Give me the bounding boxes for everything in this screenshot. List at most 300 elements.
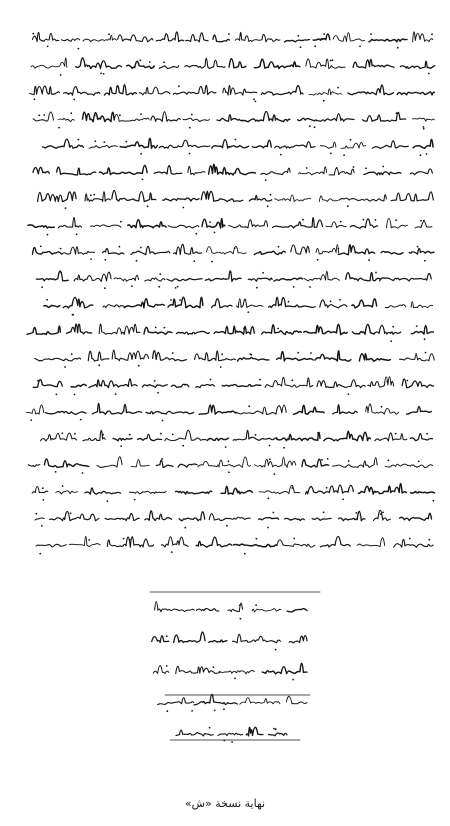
diacritic-dot xyxy=(154,380,156,382)
diacritic-dot xyxy=(100,73,102,75)
diacritic-dot xyxy=(228,471,230,473)
handwritten-word xyxy=(173,85,216,94)
handwritten-word xyxy=(316,244,339,253)
diacritic-dot xyxy=(348,460,350,462)
handwritten-word xyxy=(99,165,147,174)
diacritic-dot xyxy=(239,604,241,606)
diacritic-dot xyxy=(221,353,223,355)
diacritic-dot xyxy=(240,34,242,36)
handwritten-word xyxy=(61,39,79,42)
diacritic-dot xyxy=(396,112,398,114)
handwritten-word xyxy=(262,663,307,673)
diacritic-dot xyxy=(32,33,34,35)
diacritic-dot xyxy=(424,338,426,340)
diacritic-dot xyxy=(255,101,257,103)
handwritten-word xyxy=(413,32,433,42)
diacritic-dot xyxy=(129,539,131,541)
handwritten-word xyxy=(352,299,377,308)
handwritten-word xyxy=(262,325,302,335)
handwritten-word xyxy=(131,246,170,254)
diacritic-dot xyxy=(60,248,62,250)
diacritic-dot xyxy=(177,286,179,288)
handwritten-word xyxy=(62,247,95,255)
diacritic-dot xyxy=(58,127,60,129)
handwritten-word xyxy=(315,351,351,361)
diacritic-dot xyxy=(74,394,76,396)
handwritten-word xyxy=(240,698,280,704)
handwritten-word xyxy=(107,537,153,547)
handwritten-word xyxy=(326,222,346,228)
handwritten-word xyxy=(176,730,213,736)
diacritic-dot xyxy=(184,527,186,529)
handwritten-word xyxy=(410,169,432,175)
diacritic-dot xyxy=(244,553,246,555)
diacritic-dot xyxy=(368,259,370,261)
handwritten-word xyxy=(207,438,228,441)
handwritten-word xyxy=(374,325,401,334)
diacritic-dot xyxy=(162,420,164,422)
diacritic-dot xyxy=(209,221,211,223)
diacritic-dot xyxy=(178,85,180,87)
diacritic-dot xyxy=(375,219,377,221)
handwritten-word xyxy=(400,513,432,520)
diacritic-dot xyxy=(327,458,329,460)
handwritten-word xyxy=(176,491,212,494)
diacritic-dot xyxy=(70,112,72,114)
diacritic-dot xyxy=(76,233,78,235)
handwritten-word xyxy=(306,485,354,494)
handwritten-word xyxy=(186,33,209,42)
handwritten-word xyxy=(412,118,434,121)
handwritten-word xyxy=(320,537,350,547)
handwritten-word xyxy=(222,385,261,387)
diacritic-dot xyxy=(291,379,293,381)
handwritten-word xyxy=(375,433,407,441)
handwritten-word xyxy=(188,166,205,175)
diacritic-dot xyxy=(382,166,384,168)
diacritic-dot xyxy=(155,327,157,329)
diacritic-dot xyxy=(259,379,261,381)
diacritic-dot xyxy=(380,513,382,515)
handwritten-word xyxy=(74,272,111,281)
handwritten-word xyxy=(103,305,125,308)
handwritten-word xyxy=(33,32,59,41)
manuscript-body-text xyxy=(27,32,435,555)
handwritten-word xyxy=(38,192,77,202)
diacritic-dot xyxy=(213,666,215,668)
diacritic-dot xyxy=(269,458,271,460)
diacritic-dot xyxy=(426,153,428,155)
diacritic-dot xyxy=(104,287,106,289)
diacritic-dot xyxy=(330,153,332,155)
handwritten-word xyxy=(145,278,165,281)
handwritten-word xyxy=(313,34,330,40)
diacritic-dot xyxy=(182,445,184,447)
handwritten-word xyxy=(364,172,401,175)
handwritten-word xyxy=(97,457,122,468)
handwritten-word xyxy=(167,278,202,281)
diacritic-dot xyxy=(103,141,105,143)
diacritic-dot xyxy=(348,393,350,395)
handwritten-word xyxy=(178,464,197,467)
handwritten-word xyxy=(238,357,269,361)
handwritten-word xyxy=(99,324,140,334)
diacritic-dot xyxy=(267,527,269,529)
handwritten-word xyxy=(27,405,44,414)
diacritic-dot xyxy=(65,207,67,209)
handwritten-word xyxy=(223,86,257,96)
diacritic-dot xyxy=(309,125,311,127)
handwritten-word xyxy=(353,59,394,68)
handwritten-word xyxy=(269,733,288,736)
diacritic-dot xyxy=(61,432,63,434)
handwritten-word xyxy=(333,405,358,414)
handwritten-word xyxy=(44,459,88,468)
handwritten-word xyxy=(304,271,339,281)
diacritic-dot xyxy=(409,538,411,540)
diacritic-dot xyxy=(350,139,352,141)
handwritten-word xyxy=(317,380,365,388)
diacritic-dot xyxy=(210,379,212,381)
handwritten-word xyxy=(130,491,167,494)
handwritten-word xyxy=(196,384,215,387)
diacritic-dot xyxy=(103,73,105,75)
diacritic-dot xyxy=(342,498,344,500)
handwritten-word xyxy=(36,544,66,547)
diacritic-dot xyxy=(157,392,159,394)
handwritten-word xyxy=(366,404,399,414)
handwritten-word xyxy=(209,514,250,521)
diacritic-dot xyxy=(60,74,62,76)
handwritten-word xyxy=(196,537,232,547)
diacritic-dot xyxy=(355,512,357,514)
diacritic-dot xyxy=(98,364,100,366)
handwritten-word xyxy=(291,245,310,254)
handwritten-word xyxy=(118,35,153,42)
diacritic-dot xyxy=(275,728,277,730)
handwritten-word xyxy=(183,118,209,121)
handwritten-word xyxy=(36,271,68,281)
diacritic-dot xyxy=(82,472,84,474)
handwritten-word xyxy=(299,167,327,175)
diacritic-dot xyxy=(163,61,165,63)
diacritic-dot xyxy=(107,500,109,502)
diacritic-dot xyxy=(343,154,345,156)
diacritic-dot xyxy=(170,299,172,301)
handwritten-word xyxy=(374,510,391,520)
handwritten-word xyxy=(277,540,315,547)
handwritten-word xyxy=(103,248,124,254)
diacritic-dot xyxy=(265,179,267,181)
handwritten-word xyxy=(218,733,243,735)
diacritic-dot xyxy=(47,234,49,236)
diacritic-dot xyxy=(129,434,131,436)
handwritten-word xyxy=(373,141,409,149)
diacritic-dot xyxy=(123,538,125,540)
handwritten-word xyxy=(139,87,170,95)
diacritic-dot xyxy=(256,538,258,540)
diacritic-dot xyxy=(262,272,264,274)
diacritic-dot xyxy=(337,248,339,250)
handwritten-word xyxy=(165,430,206,440)
handwritten-word xyxy=(394,539,434,547)
handwritten-word xyxy=(71,384,86,387)
handwritten-word xyxy=(277,432,320,440)
diacritic-dot xyxy=(340,221,342,223)
handwritten-word xyxy=(89,379,137,388)
handwritten-word xyxy=(35,358,81,361)
handwritten-word xyxy=(201,191,242,201)
handwritten-word xyxy=(350,219,377,228)
diacritic-dot xyxy=(273,473,275,475)
diacritic-dot xyxy=(70,512,72,514)
handwritten-word xyxy=(153,351,187,361)
handwritten-word xyxy=(358,484,406,495)
handwritten-word xyxy=(332,458,377,468)
handwritten-word xyxy=(128,220,166,228)
handwritten-word xyxy=(35,518,44,520)
diacritic-dot xyxy=(119,246,121,248)
diacritic-dot xyxy=(159,273,161,275)
handwritten-word xyxy=(229,59,246,68)
diacritic-dot xyxy=(330,300,332,302)
diacritic-dot xyxy=(90,258,92,260)
handwritten-word xyxy=(88,351,109,361)
handwritten-word xyxy=(44,305,60,307)
diacritic-dot xyxy=(365,167,367,169)
diacritic-dot xyxy=(225,446,227,448)
diacritic-dot xyxy=(428,73,430,75)
handwritten-word xyxy=(259,518,279,520)
handwritten-word xyxy=(142,385,167,387)
handwritten-word xyxy=(163,198,199,201)
diacritic-dot xyxy=(119,114,121,116)
handwritten-word xyxy=(28,225,54,228)
handwritten-word xyxy=(316,114,354,122)
handwritten-word xyxy=(57,167,96,175)
diacritic-dot xyxy=(142,179,144,181)
handwritten-word xyxy=(205,271,241,282)
handwritten-word xyxy=(265,377,313,387)
handwritten-word xyxy=(41,433,77,441)
diacritic-dot xyxy=(382,512,384,514)
handwritten-word xyxy=(156,32,184,42)
diacritic-dot xyxy=(277,328,279,330)
handwritten-word xyxy=(259,485,300,494)
diacritic-dot xyxy=(72,314,74,316)
diacritic-dot xyxy=(418,461,420,463)
diacritic-dot xyxy=(255,604,257,606)
handwritten-word xyxy=(83,112,115,122)
handwritten-word xyxy=(400,61,434,68)
diacritic-dot xyxy=(395,433,397,435)
handwritten-word xyxy=(363,112,406,121)
diacritic-dot xyxy=(397,47,399,49)
diacritic-dot xyxy=(336,167,338,169)
handwritten-word xyxy=(58,218,81,228)
handwritten-word xyxy=(339,511,366,520)
diacritic-dot xyxy=(420,154,422,156)
handwritten-word xyxy=(339,195,386,201)
diacritic-dot xyxy=(359,46,361,48)
handwritten-word xyxy=(273,218,323,228)
handwritten-word xyxy=(156,460,173,467)
diacritic-dot xyxy=(166,710,168,712)
handwritten-word xyxy=(185,58,225,68)
handwritten-word xyxy=(415,222,432,228)
diacritic-dot xyxy=(38,114,40,116)
handwritten-word xyxy=(198,457,251,467)
handwritten-word xyxy=(104,85,136,95)
diacritic-dot xyxy=(317,259,319,261)
handwritten-word xyxy=(407,407,432,415)
diacritic-dot xyxy=(78,48,80,50)
diacritic-dot xyxy=(423,126,425,128)
handwritten-word xyxy=(58,118,74,121)
handwritten-word xyxy=(246,727,263,736)
diacritic-dot xyxy=(323,100,325,102)
handwritten-word xyxy=(154,166,182,175)
handwritten-word xyxy=(289,635,307,642)
diacritic-dot xyxy=(211,261,213,263)
diacritic-dot xyxy=(381,406,383,408)
diacritic-dot xyxy=(62,485,64,487)
diacritic-dot xyxy=(171,551,173,553)
diacritic-dot xyxy=(323,33,325,35)
handwritten-word xyxy=(302,459,329,467)
handwritten-word xyxy=(146,411,194,414)
handwritten-word xyxy=(348,85,394,95)
handwritten-word xyxy=(286,696,307,704)
diacritic-dot xyxy=(426,433,428,435)
diacritic-dot xyxy=(337,87,339,89)
handwritten-word xyxy=(168,225,199,228)
diacritic-dot xyxy=(424,260,426,262)
handwritten-word xyxy=(249,195,271,201)
diacritic-dot xyxy=(161,458,163,460)
diacritic-dot xyxy=(353,166,355,168)
handwritten-word xyxy=(228,603,243,611)
diacritic-dot xyxy=(425,352,427,354)
diacritic-dot xyxy=(223,708,225,710)
handwritten-word xyxy=(114,275,138,281)
diacritic-dot xyxy=(288,301,290,303)
handwritten-word xyxy=(294,405,325,414)
handwritten-word xyxy=(252,140,271,148)
handwritten-word xyxy=(368,377,394,387)
diacritic-dot xyxy=(314,126,316,128)
handwritten-word xyxy=(32,486,48,493)
diacritic-dot xyxy=(431,33,433,35)
diacritic-dot xyxy=(323,511,325,513)
handwritten-word xyxy=(112,190,156,201)
handwritten-word xyxy=(174,244,202,254)
handwritten-word xyxy=(285,518,305,520)
handwritten-word xyxy=(298,118,317,121)
handwritten-word xyxy=(33,167,49,173)
diacritic-dot xyxy=(280,154,282,156)
diacritic-dot xyxy=(90,194,92,196)
handwritten-word xyxy=(194,694,237,705)
handwritten-word xyxy=(357,538,385,547)
handwritten-word xyxy=(33,112,53,121)
handwritten-word xyxy=(91,225,122,227)
diacritic-dot xyxy=(73,99,75,101)
diacritic-dot xyxy=(407,380,409,382)
handwritten-word xyxy=(212,140,249,149)
diacritic-dot xyxy=(108,33,110,35)
diacritic-dot xyxy=(330,60,332,62)
diacritic-dot xyxy=(386,381,388,383)
diacritic-dot xyxy=(235,139,237,141)
diacritic-dot xyxy=(273,728,275,730)
handwritten-word xyxy=(213,35,230,42)
diacritic-dot xyxy=(115,393,117,395)
diacritic-dot xyxy=(247,311,249,313)
diacritic-dot xyxy=(102,434,104,436)
diacritic-dot xyxy=(297,352,299,354)
handwritten-word xyxy=(254,251,285,254)
diacritic-dot xyxy=(392,326,394,328)
handwritten-word xyxy=(83,35,117,41)
diacritic-dot xyxy=(138,365,140,367)
handwritten-word xyxy=(33,248,62,255)
diacritic-dot xyxy=(42,499,44,501)
handwritten-word xyxy=(50,511,99,520)
handwritten-word xyxy=(359,354,390,362)
handwritten-word xyxy=(159,66,179,69)
diacritic-dot xyxy=(314,45,316,47)
diacritic-dot xyxy=(293,538,295,540)
diacritic-dot xyxy=(339,299,341,301)
handwritten-word xyxy=(386,218,407,228)
handwritten-word xyxy=(409,249,434,255)
handwritten-word xyxy=(124,299,164,308)
handwritten-word xyxy=(30,86,60,95)
diacritic-dot xyxy=(189,127,191,129)
diacritic-dot xyxy=(172,434,174,436)
diacritic-dot xyxy=(243,328,245,330)
handwritten-word xyxy=(214,326,254,334)
handwritten-word xyxy=(275,142,316,149)
handwritten-word xyxy=(277,352,314,361)
handwritten-word xyxy=(385,464,433,467)
diacritic-dot xyxy=(41,525,43,527)
handwritten-word xyxy=(391,192,433,201)
handwritten-word xyxy=(92,403,141,414)
diacritic-dot xyxy=(120,221,122,223)
diacritic-dot xyxy=(56,394,58,396)
handwritten-word xyxy=(233,634,281,643)
diacritic-dot xyxy=(88,539,90,541)
diacritic-dot xyxy=(234,247,236,249)
diacritic-dot xyxy=(193,260,195,262)
handwritten-word xyxy=(120,138,157,148)
diacritic-dot xyxy=(302,219,304,221)
diacritic-dot xyxy=(41,286,43,288)
handwritten-word xyxy=(411,326,433,335)
diacritic-dot xyxy=(166,635,168,637)
diacritic-dot xyxy=(255,434,257,436)
handwritten-word xyxy=(64,87,100,96)
handwritten-word xyxy=(171,384,189,387)
diacritic-dot xyxy=(269,445,271,447)
diacritic-dot xyxy=(30,419,32,421)
diacritic-dot xyxy=(46,299,48,301)
handwritten-word xyxy=(309,89,341,95)
diacritic-dot xyxy=(166,665,168,667)
diacritic-dot xyxy=(80,419,82,421)
